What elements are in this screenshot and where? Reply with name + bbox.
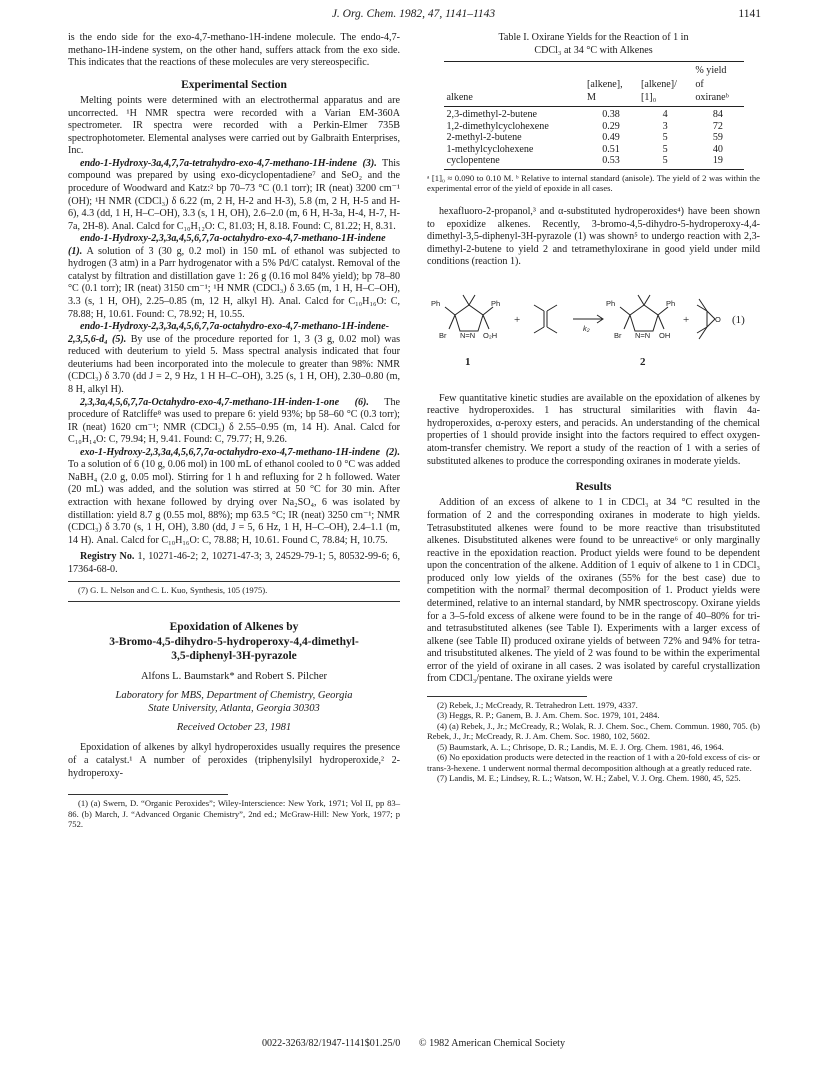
- cell-conc: 0.29: [602, 120, 620, 132]
- context-paragraph: Few quantitative kinetic studies are available on the epoxidation of alkenes by reactive hydroperoxides. 1 has structural similarities with flavin 4a-hydroperoxides, α-peroxy esters, and peracids. An understanding of the chemical properties of 1 should provide insight into the factors required to effect oxygen-atom-transfer chemistry. We report a study of the reaction of 1 with a series of substituted alkenes to produce the corresponding oxiranes in moderate yields.: [427, 392, 760, 467]
- table-row: [444, 155, 744, 169]
- cell-ratio: 5: [638, 155, 692, 169]
- footnote-item: (4) (a) Rebek, J., Jr.; McCready, R.; Wolak, R. J. Chem. Soc., Chem. Commun. 1980, 705. (b) Rebek, J., Jr.; McCready, R. J. Am. Chem. Soc. 1980, 102, 5602.: [427, 720, 760, 742]
- results-paragraph: Addition of an excess of alkene to 1 in CDCl₃ at 34 °C resulted in the formation of 2 and the corresponding oxiranes in moderate to high yields. Tetrasubstituted alkenes were found to be more reactive than trisubstituted alkenes. Disubstituted alkenes were found to be unreactive⁶ or only marginally reactive in the epoxidation reaction. Product yields were found to be dependent upon the concentration of the alkene. Addition of 1 equiv of alkene to 1 in CDCl₃ produced only low yields of the oxiranes (55% for the best case) due to competition with the normal⁷ thermal decomposition of 1. Product yields were determined, relative to an internal standard, by NMR spectroscopy. Oxirane yields for a 3–5-fold excess of alkene were found to be in the range of 40–80% for tri- and tetrasubstituted alkenes (see Table I). Experiments with a larger excess of alkene (see Table II) produced oxirane yields of between 72% and 94% for tetra- and trisubstituted alkenes. The yield of 2 was found to be within the experimental error of the yield of oxirane in all cases. 2 was isolated by careful crystallization from CDCl₃/pentane. The oxirane yields were: [427, 497, 760, 685]
- rate-constant-label: k₂: [583, 323, 590, 333]
- hydroxy-bond: [658, 315, 664, 329]
- cell-ratio: 5: [662, 143, 668, 155]
- header-ratio: [1]₀: [638, 91, 692, 106]
- compound-name: 2,3,3a,4,5,6,7,7a-Octahydro-exo-4,7-methano-1H-inden-1-one (6).: [80, 396, 369, 408]
- phenyl-label: Ph: [491, 298, 501, 308]
- cell-conc: 0.49: [602, 132, 620, 144]
- page-footer: [0, 1038, 827, 1049]
- compound-label-2: 2: [640, 355, 646, 368]
- procedure-body: The procedure of Ratcliffe⁸ was used to prepare 6: yield 93%; bp 58–60 °C (0.3 torr); IR (neat) 1620 cm⁻¹; NMR (CDCl₃) δ 2.55–0.95 (m, 14 H). Anal. Calcd for C₁₀H₁₄O: C, 79.94; H, 9.41. Found: C, 79.77; H, 9.26.: [68, 396, 400, 446]
- footnote-item: (2) Rebek, J.; McCready, R. Tetrahedron Lett. 1979, 4337.: [437, 699, 638, 710]
- footnote-text: (7) G. L. Nelson and C. L. Kuo, Synthesis, 105 (1975).: [78, 585, 268, 596]
- title-line: Epoxidation of Alkenes by: [169, 620, 299, 633]
- procedure-compound-5: [68, 321, 400, 396]
- table-row: [444, 132, 744, 144]
- cell-ratio: 3: [662, 120, 668, 132]
- continued-paragraph: is the endo side for the exo-4,7-methano-1H-indene molecule. The endo-4,7-methano-1H-indene system, on the other hand, suffers attack from the exo side. This indicates that the reactions of these molecules are very stereospecific.: [68, 32, 400, 69]
- phenyl-label: Ph: [606, 298, 616, 308]
- compound-name: endo-1-Hydroxy-3a,4,7,7a-tetrahydro-exo-4,7-methano-1H-indene (3).: [80, 157, 377, 169]
- hydroperoxy-label: O₂H: [483, 330, 498, 340]
- header-yield: of: [695, 78, 704, 90]
- oxygen-label: O: [715, 314, 721, 324]
- cell-conc: 0.38: [602, 109, 620, 120]
- footnote-7: [68, 585, 400, 595]
- cell-conc: 0.53: [584, 155, 638, 169]
- cell-alkene: 1,2-dimethylcyclohexene: [446, 120, 549, 132]
- article-title: [68, 620, 400, 664]
- procedure-body: By use of the procedure reported for 1, 3 (3 g, 0.02 mol) was reduced with deuterium to yield 5. Mass spectral analysis indicated that four deuteriums had been incorporated into the molecule to greater than 98%: NMR (CDCl₃) δ 3.70 (dd J = 2, 9 Hz, 1 H H–C–OH), 3.25 (s, 1 H, OH), 2.30–0.80 (m, 8 H, alkyl H).: [68, 333, 400, 395]
- methyl-bond: [463, 295, 469, 305]
- registry-numbers: [68, 551, 400, 576]
- bromo-label: Br: [439, 330, 447, 340]
- intro-continued: hexafluoro-2-propanol,³ and α-substituted hydroperoxides⁴) have been shown to epoxidize alkenes. Recently, 3-bromo-4,5-dihydro-5-hydroperoxy-4,4-dimethyl-3,5-diphenyl-3H-pyrazole (1) was shown⁵ to undergo reaction with 2,3-dimethyl-2-butene to yield 2 and tetramethyloxirane in good yield under mild conditions (reaction 1).: [427, 205, 760, 268]
- footnote-item: (6) No epoxidation products were detected in the reaction of 1 with a 20-fold excess of cis- or trans-3-hexene. 1 underwent normal thermal decomposition although at a greatly reduced rate.: [427, 752, 760, 773]
- running-header: [0, 8, 827, 28]
- alkene-methyl-bond: [534, 327, 544, 333]
- phenyl-bond: [620, 307, 630, 315]
- phenyl-bond: [445, 307, 455, 315]
- copyright: © 1982 American Chemical Society: [418, 1038, 566, 1049]
- table-footnote: ᵃ [1]₀ ≈ 0.090 to 0.10 M. ᵇ Relative to internal standard (anisole). The yield of 2 was within the experimental error of the yield of epoxide in all cases.: [427, 172, 760, 194]
- results-heading: Results: [575, 481, 612, 494]
- phenyl-label: Ph: [666, 298, 676, 308]
- footnote-text: (1) (a) Swern, D. “Organic Peroxides”; Wiley-Interscience: New York, 1971; Vol II, pp 83–86. (b) March, J. “Advanced Organic Chemistry”, 2nd ed.; McGraw-Hill: New York, 1977; p 752.: [68, 798, 400, 830]
- methyl-bond: [469, 295, 475, 305]
- cell-alkene: 2-methyl-2-butene: [446, 132, 522, 144]
- footnote-item: (3) Heggs, R. P.; Ganem, B. J. Am. Chem. Soc. 1979, 101, 2484.: [437, 710, 660, 721]
- cell-yield: 40: [712, 143, 723, 155]
- footnote-divider: [68, 794, 228, 795]
- header-alkene: alkene: [444, 91, 585, 106]
- footnotes-right: [427, 700, 760, 784]
- table-row: [444, 107, 744, 121]
- affiliation-line: State University, Atlanta, Georgia 30303: [148, 703, 320, 715]
- registry-body: 1, 10271-46-2; 2, 10271-47-3; 3, 24529-79-1; 5, 80532-99-6; 6, 17364-68-0.: [68, 551, 400, 575]
- bromo-label: Br: [614, 330, 622, 340]
- table-row: [444, 144, 744, 156]
- table-body: [444, 107, 744, 170]
- compound-name: exo-1-Hydroxy-2,3,3a,4,5,6,7,7a-octahydro-exo-4,7-methano-1H-indene (2).: [80, 446, 400, 458]
- title-line: 3,5-diphenyl-3H-pyrazole: [171, 650, 297, 663]
- compound-label-1: 1: [465, 355, 471, 368]
- alkene-methyl-bond: [547, 305, 557, 311]
- procedure-body: This compound was prepared by using exo-dicyclopentadiene⁷ and SeO₂ and the procedure of Woodward and Katz:² bp 70–73 °C (0.1 torr); IR (neat) 3200 cm⁻¹ (OH); ¹H NMR (CDCl₃) δ 6.22 (m, 2 H, H-2 and H-3), 5.8 (m, 2 H, H-5 and H-6), 4.3 (dd, 1 H, H–C–OH), 3.3 (s, 1 H, OH), 2.6–2.0 (m, 6 H, H-3a, H-4, H-7, H-7a, 2H-8). Anal. Calcd for C₁₀H₁₂O: C, 81.03; H, 8.18. Found: C, 81.22; H, 8.31.: [68, 157, 400, 232]
- table-row: [444, 121, 744, 133]
- procedure-compound-6: [68, 397, 400, 447]
- compound-name: endo-1-Hydroxy-2,3,3a,4,5,6,7,7a-octahydro-exo-4,7-methano-1H-indene-2,3,5,6-d₄ (5).: [68, 321, 389, 345]
- oxirane-methyl-bond: [699, 299, 707, 311]
- experimental-intro: Melting points were determined with an electrothermal apparatus and are uncorrected. ¹H NMR spectra were recorded with a Varian EM-360A spectrometer. IR spectra were recorded with a Perkin-Elmer 735B spectrophotometer. Elemental analyses were carried out by Galbraith Enterprises, Inc.: [68, 95, 400, 157]
- footnote-1: [68, 798, 400, 829]
- experimental-heading: Experimental Section: [181, 78, 287, 91]
- footnote-item: (7) Landis, M. E.; Lindsey, R. L.; Watson, W. H.; Zabel, V. J. Org. Chem. 1980, 45, 525.: [437, 773, 741, 784]
- cell-alkene: 1-methylcyclohexene: [446, 143, 534, 155]
- hydroperoxy-bond: [483, 315, 489, 329]
- methyl-bond: [638, 295, 644, 305]
- oxirane-bond: [707, 311, 715, 319]
- phenyl-bond: [658, 307, 668, 315]
- header-yield: % yield: [692, 62, 743, 78]
- oxirane-yields-table: [444, 61, 744, 170]
- authors: Alfons L. Baumstark* and Robert S. Pilcher: [140, 671, 328, 683]
- header-conc: [alkene],: [587, 78, 623, 90]
- header-conc: M: [584, 91, 638, 106]
- procedure-compound-2: [68, 447, 400, 548]
- azo-label: N=N: [635, 330, 651, 340]
- header-yield: oxiraneᵇ: [692, 91, 743, 106]
- cell-ratio: 5: [662, 132, 668, 144]
- procedure-compound-3: [68, 158, 400, 233]
- cell-yield: 59: [712, 132, 723, 144]
- cell-yield: 72: [712, 120, 723, 132]
- oxirane-bond: [707, 319, 715, 327]
- cell-yield: 19: [692, 155, 743, 169]
- bromo-bond: [449, 315, 455, 329]
- oxirane-methyl-bond: [699, 327, 707, 339]
- left-column: [68, 32, 400, 830]
- procedure-compound-1: [68, 233, 400, 321]
- cell-yield: 84: [712, 109, 723, 120]
- cell-conc: 0.51: [602, 143, 620, 155]
- header-ratio: [alkene]/: [641, 78, 677, 90]
- caption-line: Table I. Oxirane Yields for the Reaction of 1 in: [498, 32, 689, 43]
- journal-citation: J. Org. Chem. 1982, 47, 1141–1143: [331, 8, 496, 20]
- title-line: 3-Bromo-4,5-dihydro-5-hydroperoxy-4,4-dimethyl-: [109, 635, 359, 648]
- cell-alkene: cyclopentene: [444, 155, 585, 169]
- registry-label: Registry No.: [80, 551, 135, 563]
- plus-sign: +: [683, 313, 690, 326]
- table-caption: [427, 32, 760, 57]
- pyrazole-ring: [455, 305, 483, 331]
- alkene-methyl-bond: [534, 305, 544, 311]
- issn-code: 0022-3263/82/1947-1141$01.25/0: [261, 1038, 401, 1049]
- page-number: 1141: [738, 8, 761, 20]
- affiliation: [68, 689, 400, 715]
- bromo-bond: [624, 315, 630, 329]
- azo-label: N=N: [460, 330, 476, 340]
- caption-line: CDCl₃ at 34 °C with Alkenes: [534, 44, 653, 56]
- methyl-bond: [644, 295, 650, 305]
- alkene-methyl-bond: [547, 327, 557, 333]
- reaction-scheme-svg: [427, 277, 760, 385]
- footnote-divider: [427, 696, 587, 697]
- phenyl-label: Ph: [431, 298, 441, 308]
- cell-ratio: 4: [662, 109, 668, 120]
- plus-sign: +: [514, 313, 521, 326]
- reaction-number: (1): [732, 313, 745, 326]
- cell-alkene: 2,3-dimethyl-2-butene: [446, 109, 538, 120]
- received-date: Received October 23, 1981: [176, 722, 292, 734]
- phenyl-bond: [483, 307, 493, 315]
- footnote-divider: [68, 581, 400, 582]
- hydroxy-label: OH: [659, 330, 671, 340]
- affiliation-line: Laboratory for MBS, Department of Chemistry, Georgia: [115, 690, 353, 702]
- pyrazole-ring: [630, 305, 658, 331]
- article-divider: [68, 601, 400, 602]
- procedure-body: To a solution of 6 (10 g, 0.06 mol) in 100 mL of ethanol cooled to 0 °C was added NaBH₄ (2.0 g, 0.05 mol). Stirring for 1 h and refluxing for 2 h followed. Water (20 mL) was added, and the solution was stirred at 50 °C for 30 min. After extraction with hexane followed by drying over Na₂SO₄, 6 was isolated by distillation: yield 8.7 g (0.55 mol, 88%); mp 63.5 °C; IR (neat) 3250 cm⁻¹; NMR (CDCl₃) δ 3.70 (s, 1 H, OH), 3.80 (dd, J = 5, 6 Hz, 1 H, H–C–OH), 2.4–1.1 (m, 14 H). Anal. Calcd for C₁₀H₁₆O: C, 78.88; H, 10.61. Found C, 78.84; H, 10.75.: [68, 459, 400, 546]
- compound-name: endo-1-Hydroxy-2,3,3a,4,5,6,7,7a-octahydro-exo-4,7-methano-1H-indene (1).: [68, 233, 386, 257]
- reaction-scheme: [427, 277, 760, 385]
- intro-paragraph: Epoxidation of alkenes by alkyl hydroperoxides usually requires the presence of a catalyst.¹ A number of peroxides (triphenylsilyl hydroperoxide,² 2-hydroperoxy-: [68, 742, 400, 779]
- footnote-item: (5) Baumstark, A. L.; Chrisope, D. R.; Landis, M. E. J. Org. Chem. 1981, 46, 1964.: [437, 741, 724, 752]
- right-column: [427, 32, 760, 784]
- procedure-body: A solution of 3 (30 g, 0.2 mol) in 150 mL of ethanol was subjected to hydrogen (3 atm) in a Parr hydrogenator with a 5% Pd/C catalyst. Removal of the catalyst by filtration and distillation gave 1: 26 g (0.16 mol 84% yield); bp 78–80 °C (0.1 torr); IR (neat) 3150 cm⁻¹; ¹H NMR (CDCl₃) δ 3.65 (m, 1 H, H–C–OH), 3.3 (s, 1 H, OH), 2.25–0.85 (m, 12 H, alkyl H). Anal. Calcd for C₁₀H₁₆O: C, 78.88; H, 10.61. Found: C, 78.92; H, 10.55.: [68, 245, 400, 320]
